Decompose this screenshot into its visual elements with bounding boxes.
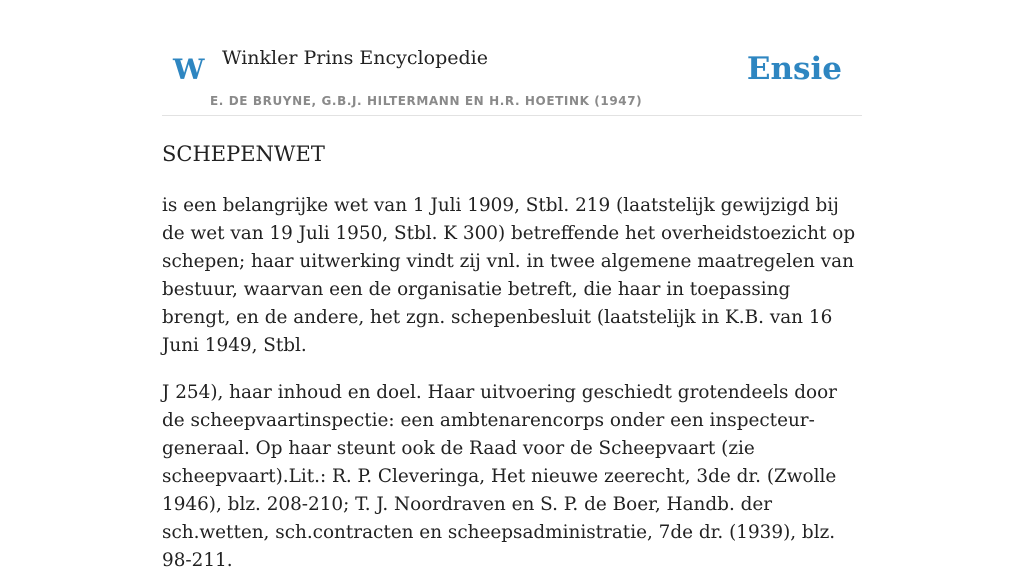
entry-title: SCHEPENWET [162, 142, 325, 166]
ensie-brand-logo[interactable]: Ensie [746, 51, 842, 87]
encyclopedia-logo-icon[interactable]: W [173, 53, 205, 86]
article-paragraph: is een belangrijke wet van 1 Juli 1909, Stbl. 219 (laatstelijk gewijzigd bij de wet van 19 Juli 1950, Stbl. K 300) betreffende het overheidstoezicht op schepen; haar uitwerking vindt zij vnl. in twee algemene maatregelen van bestuur, waarvan een de organisatie betreft, die haar in toepassing brengt, en de andere, het zgn. schepenbesluit (laatstelijk in K.B. van 16 Juni 1949, Stbl. [162, 195, 856, 356]
book-authors: E. DE BRUYNE, G.B.J. HILTERMANN EN H.R. HOETINK (1947) [210, 94, 643, 108]
site-header [162, 0, 862, 116]
book-title[interactable]: Winkler Prins Encyclopedie [222, 47, 488, 69]
article-paragraph: J 254), haar inhoud en doel. Haar uitvoering geschiedt grotendeels door de scheepvaartinspectie: een ambtenarencorps onder een inspecteur-generaal. Op haar steunt ook de Raad voor de Scheepvaart (zie scheepvaart).Lit.: R. P. Cleveringa, Het nieuwe zeerecht, 3de dr. (Zwolle 1946), blz. 208-210; T. J. Noordraven en S. P. de Boer, Handb. der sch.wetten, sch.contracten en scheepsadministratie, 7de dr. (1939), blz. 98-211. [162, 382, 837, 571]
article [162, 138, 862, 575]
